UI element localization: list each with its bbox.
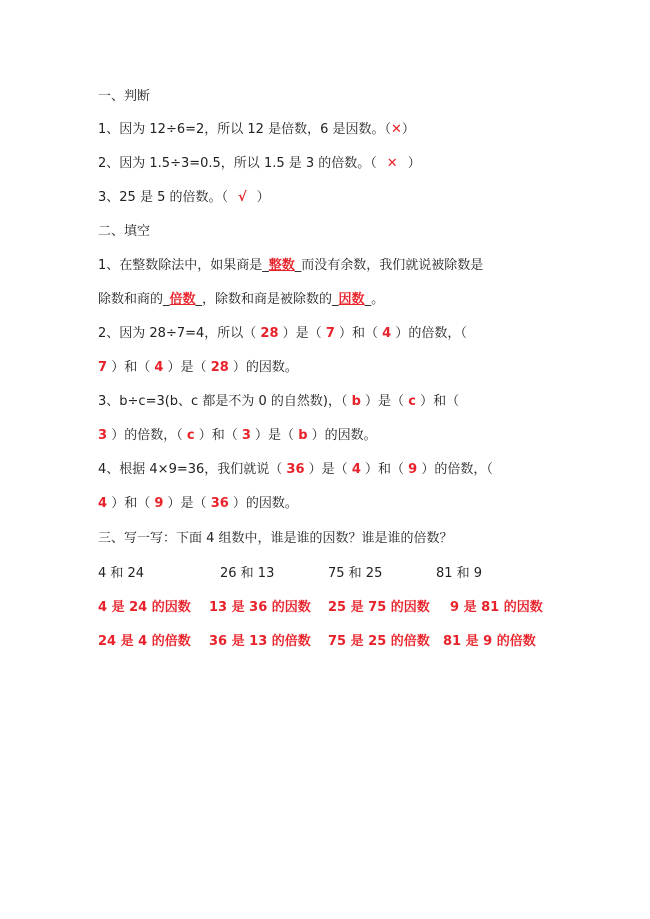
- fill-q4-answer: 4: [98, 496, 108, 511]
- fill-q4-text: 4、根据 4×9=36，我们就说（: [98, 462, 283, 477]
- fill-q2-answer: 7: [325, 326, 335, 341]
- fill-q4-text: ）是（: [308, 462, 348, 477]
- fill-q4-text: ）的因数。: [232, 496, 298, 511]
- fill-q3-answer: c: [186, 428, 195, 443]
- number-group: 26 和 13: [220, 566, 275, 581]
- fill-q3-line2: [98, 427, 377, 445]
- multiple-answer: 81 是 9 的倍数: [443, 634, 536, 649]
- fill-q3-answer: b: [298, 428, 308, 443]
- fill-q4-answer: 9: [408, 462, 418, 477]
- judge-q1-text: 1、因为 12÷6=2，所以 12 是倍数，6 是因数。（: [98, 122, 391, 137]
- fill-q1-answer-1: 整数: [268, 258, 295, 273]
- fill-q3-answer: 3: [98, 428, 108, 443]
- judge-question-1: [98, 121, 415, 139]
- judge-q2-end: ）: [407, 156, 421, 171]
- fill-q2-text: ）和（: [339, 326, 379, 341]
- fill-q1-text-f: _。: [364, 292, 385, 307]
- fill-q1-text-c: _而没有余数，我们就说被除数是: [294, 258, 484, 273]
- fill-q2-text: ）是（: [167, 360, 207, 375]
- fill-q2-line2: [98, 359, 298, 377]
- fill-q3-text: ）是（: [255, 428, 295, 443]
- fill-q2-answer: 4: [382, 326, 392, 341]
- cross-mark-icon: ✕: [390, 122, 402, 137]
- fill-q2-answer: 4: [154, 360, 164, 375]
- multiple-answer: 36 是 13 的倍数: [209, 634, 311, 649]
- factor-answer: 25 是 75 的因数: [328, 600, 430, 615]
- fill-q2-text: ）和（: [111, 360, 151, 375]
- fill-q3-text: ）的因数。: [311, 428, 377, 443]
- fill-q3-answer: c: [408, 394, 416, 409]
- fill-q1-line2: [98, 291, 384, 309]
- section-3-title: 三、写一写：下面 4 组数中，谁是谁的因数？谁是谁的倍数？: [98, 531, 453, 546]
- fill-q4-text: ）的倍数，（: [421, 462, 493, 477]
- number-group: 75 和 25: [328, 566, 383, 581]
- judge-q3-end: ）: [256, 190, 270, 205]
- fill-q4-line1: [98, 461, 493, 479]
- fill-q2-line1: [98, 325, 467, 343]
- fill-q2-text: 2、因为 28÷7=4，所以（: [98, 326, 257, 341]
- fill-q4-text: ）是（: [167, 496, 207, 511]
- number-group: 4 和 24: [98, 566, 145, 581]
- fill-q1-text-a: 1、在整数除法中，如果商是_: [98, 258, 269, 273]
- fill-q1-answer-3: 因数: [338, 292, 365, 307]
- number-group: 81 和 9: [436, 566, 483, 581]
- fill-q2-answer: 28: [260, 326, 279, 341]
- fill-q4-answer: 9: [154, 496, 164, 511]
- fill-q2-answer: 7: [98, 360, 108, 375]
- fill-q3-text: ）和（: [198, 428, 238, 443]
- fill-q4-answer: 4: [351, 462, 361, 477]
- factor-answer: 9 是 81 的因数: [450, 600, 543, 615]
- fill-q4-answer: 36: [286, 462, 305, 477]
- fill-q1-text-e: _，除数和商是被除数的_: [195, 292, 339, 307]
- judge-q2-text: 2、因为 1.5÷3=0.5，所以 1.5 是 3 的倍数。（: [98, 156, 377, 171]
- judge-q3-text: 3、25 是 5 的倍数。（: [98, 190, 228, 205]
- section-1-title: 一、判断: [98, 89, 151, 104]
- fill-q3-answer: b: [351, 394, 361, 409]
- fill-q3-text: 3、b÷c=3(b、c 都是不为 0 的自然数)，（: [98, 394, 348, 409]
- fill-q2-text: ）是（: [282, 326, 322, 341]
- fill-q3-text: ）是（: [365, 394, 405, 409]
- fill-q3-text: ）的倍数，（: [111, 428, 183, 443]
- fill-q4-answer: 36: [210, 496, 229, 511]
- check-mark-icon: √: [237, 190, 247, 205]
- fill-q2-answer: 28: [210, 360, 229, 375]
- factor-answer: 13 是 36 的因数: [209, 600, 311, 615]
- judge-q1-end: ）: [401, 122, 415, 137]
- fill-q2-text: ）的因数。: [232, 360, 298, 375]
- judge-question-2: [98, 155, 421, 173]
- judge-question-3: [98, 189, 270, 207]
- fill-q3-answer: 3: [241, 428, 251, 443]
- multiple-answer: 75 是 25 的倍数: [328, 634, 430, 649]
- factor-answer: 4 是 24 的因数: [98, 600, 191, 615]
- fill-q4-text: ）和（: [111, 496, 151, 511]
- fill-q2-text: ）的倍数，（: [395, 326, 467, 341]
- fill-q1-line1: [98, 257, 483, 275]
- fill-q1-text-d: 除数和商的_: [98, 292, 170, 307]
- fill-q3-text: ）和（: [420, 394, 460, 409]
- cross-mark-icon: ✕: [386, 156, 398, 171]
- fill-q4-text: ）和（: [365, 462, 405, 477]
- section-2-title: 二、填空: [98, 224, 151, 239]
- fill-q1-answer-2: 倍数: [169, 292, 196, 307]
- fill-q4-line2: [98, 495, 298, 513]
- multiple-answer: 24 是 4 的倍数: [98, 634, 191, 649]
- fill-q3-line1: [98, 393, 459, 411]
